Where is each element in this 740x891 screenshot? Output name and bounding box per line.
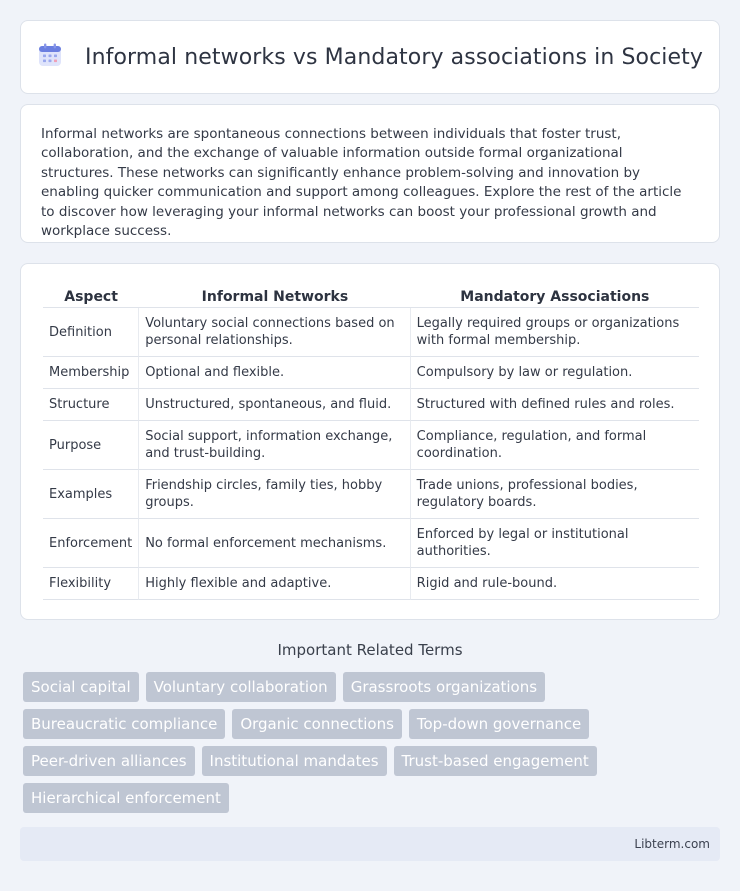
table-row [43,421,699,470]
related-term-tag[interactable]: Hierarchical enforcement [23,783,229,813]
related-terms-heading: Important Related Terms [277,641,463,659]
row-mandatory: Legally required groups or organizations with formal membership. [411,308,699,357]
tag-row [23,709,723,739]
related-term-tag[interactable]: Organic connections [232,709,402,739]
row-aspect: Structure [43,389,139,421]
row-aspect: Membership [43,357,139,389]
table-row [43,568,699,600]
tag-row [23,783,723,813]
row-informal: No formal enforcement mechanisms. [139,519,410,568]
row-informal: Highly flexible and adaptive. [139,568,410,600]
row-aspect: Enforcement [43,519,139,568]
related-term-tag[interactable]: Peer-driven alliances [23,746,195,776]
table-row [43,308,699,357]
row-aspect: Examples [43,470,139,519]
related-term-tag[interactable]: Top-down governance [409,709,589,739]
row-mandatory: Structured with defined rules and roles. [411,389,699,421]
tag-row [23,672,723,702]
column-header-informal: Informal Networks [139,285,410,308]
related-term-tag[interactable]: Institutional mandates [202,746,387,776]
row-mandatory: Compliance, regulation, and formal coordination. [411,421,699,470]
calendar-icon [37,42,85,72]
tag-row [23,746,723,776]
related-term-tag[interactable]: Trust-based engagement [394,746,597,776]
related-term-tag[interactable]: Grassroots organizations [343,672,545,702]
row-aspect: Purpose [43,421,139,470]
row-mandatory: Compulsory by law or regulation. [411,357,699,389]
table-header-row [43,285,699,308]
page-title: Informal networks vs Mandatory associations in Society [85,44,703,70]
comparison-table [43,285,699,600]
intro-card [20,104,720,243]
row-mandatory: Enforced by legal or institutional authorities. [411,519,699,568]
row-mandatory: Trade unions, professional bodies, regulatory boards. [411,470,699,519]
row-informal: Social support, information exchange, and trust-building. [139,421,410,470]
footer-site-link[interactable]: Libterm.com [634,837,710,851]
header-card [20,20,720,94]
comparison-table-card [20,263,720,620]
related-terms-list [23,672,723,820]
table-row [43,470,699,519]
table-row [43,357,699,389]
column-header-mandatory: Mandatory Associations [411,285,699,308]
row-aspect: Definition [43,308,139,357]
column-header-aspect: Aspect [43,285,139,308]
related-term-tag[interactable]: Voluntary collaboration [146,672,336,702]
related-term-tag[interactable]: Social capital [23,672,139,702]
row-informal: Friendship circles, family ties, hobby groups. [139,470,410,519]
row-informal: Unstructured, spontaneous, and fluid. [139,389,410,421]
related-term-tag[interactable]: Bureaucratic compliance [23,709,225,739]
row-aspect: Flexibility [43,568,139,600]
row-informal: Voluntary social connections based on personal relationships. [139,308,410,357]
footer [20,827,720,861]
row-mandatory: Rigid and rule-bound. [411,568,699,600]
intro-paragraph: Informal networks are spontaneous connections between individuals that foster trust, collaboration, and the exchange of valuable information outside formal organizational structures. These networks can significantly enhance problem-solving and innovation by enabling quicker communication and support among colleagues. Explore the rest of the article to discover how leveraging your informal networks can boost your professional growth and workplace success. [41,126,682,240]
table-row [43,519,699,568]
table-row [43,389,699,421]
row-informal: Optional and flexible. [139,357,410,389]
